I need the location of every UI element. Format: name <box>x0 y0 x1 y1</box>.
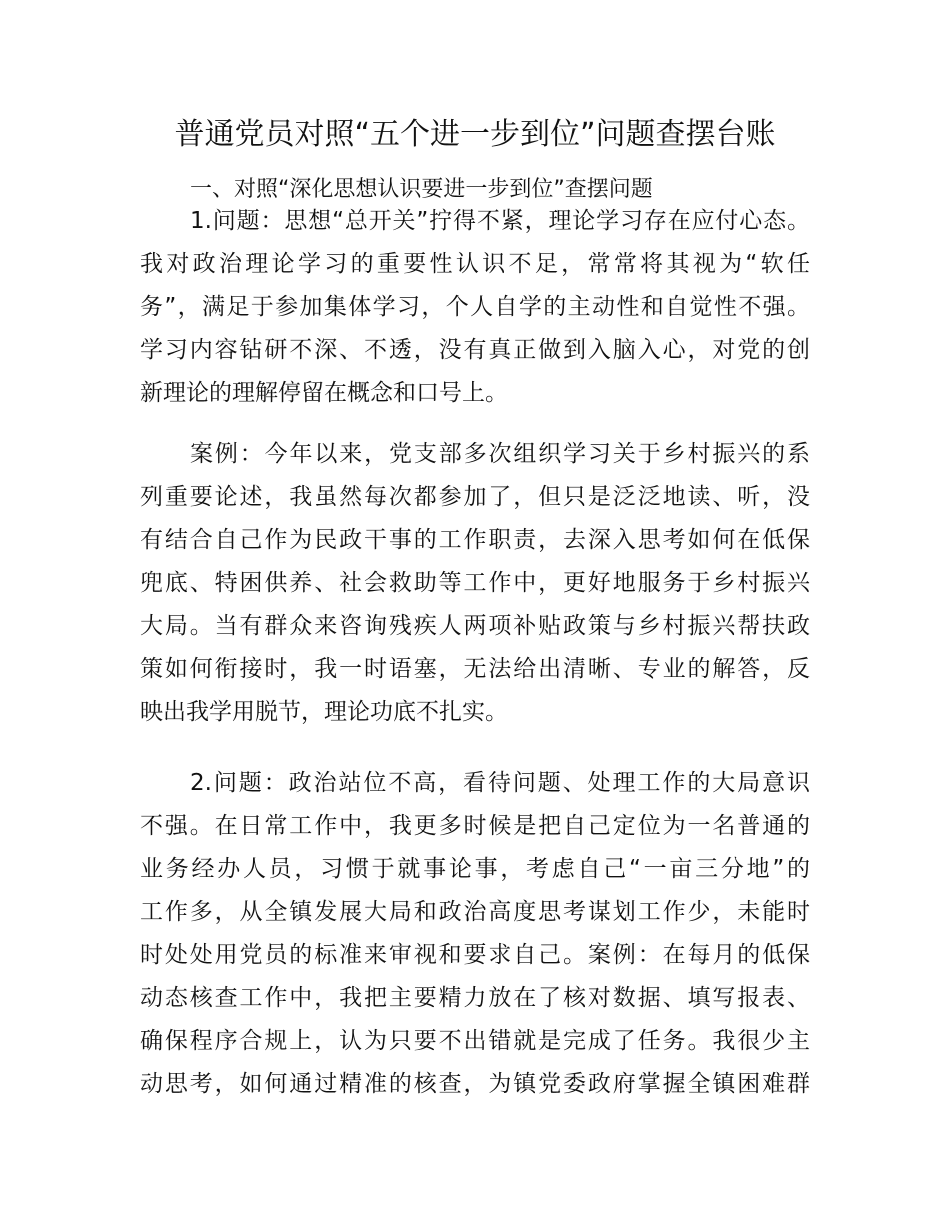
text-line: 有结合自己作为民政干事的工作职责，去深入思考如何在低保 <box>140 527 810 553</box>
text-line: 学习内容钻研不深、不透，没有真正做到入脑入心，对党的创 <box>140 337 810 363</box>
text-line: 1.问题：思想“总开关”拧得不紧，理论学习存在应付心态。 <box>190 208 810 234</box>
text-line: 列重要论述，我虽然每次都参加了，但只是泛泛地读、听，没 <box>140 484 810 510</box>
text-line: 工作多，从全镇发展大局和政治高度思考谋划工作少，未能时 <box>140 899 810 925</box>
text-line: 新理论的理解停留在概念和口号上。 <box>140 380 508 406</box>
text-line: 大局。当有群众来咨询残疾人两项补贴政策与乡村振兴帮扶政 <box>140 613 810 639</box>
paragraph-problem-1 <box>140 200 810 415</box>
text-line: 映出我学用脱节，理论功底不扎实。 <box>140 699 508 725</box>
section-heading: 一、对照“深化思想认识要进一步到位”查摆问题 <box>190 177 653 202</box>
document-title: 普通党员对照“五个进一步到位”问题查摆台账 <box>174 117 776 152</box>
text-line: 案例：今年以来，党支部多次组织学习关于乡村振兴的系 <box>190 441 810 467</box>
text-line: 动思考，如何通过精准的核查，为镇党委政府掌握全镇困难群 <box>140 1071 810 1097</box>
text-line: 确保程序合规上，认为只要不出错就是完成了任务。我很少主 <box>140 1028 810 1054</box>
paragraph-problem-2 <box>140 762 810 1106</box>
text-line: 务”，满足于参加集体学习，个人自学的主动性和自觉性不强。 <box>140 294 810 320</box>
text-line: 业务经办人员，习惯于就事论事，考虑自己“一亩三分地”的 <box>140 856 810 882</box>
text-line: 时处处用党员的标准来审视和要求自己。案例：在每月的低保 <box>140 942 810 968</box>
text-line: 我对政治理论学习的重要性认识不足，常常将其视为“软任 <box>140 251 810 277</box>
text-line: 兜底、特困供养、社会救助等工作中，更好地服务于乡村振兴 <box>140 570 810 596</box>
text-line: 策如何衔接时，我一时语塞，无法给出清晰、专业的解答，反 <box>140 656 810 682</box>
paragraph-case-1 <box>140 433 810 734</box>
text-line: 动态核查工作中，我把主要精力放在了核对数据、填写报表、 <box>140 985 810 1011</box>
text-line: 不强。在日常工作中，我更多时候是把自己定位为一名普通的 <box>140 813 810 839</box>
text-line: 2.问题：政治站位不高，看待问题、处理工作的大局意识 <box>190 770 810 796</box>
